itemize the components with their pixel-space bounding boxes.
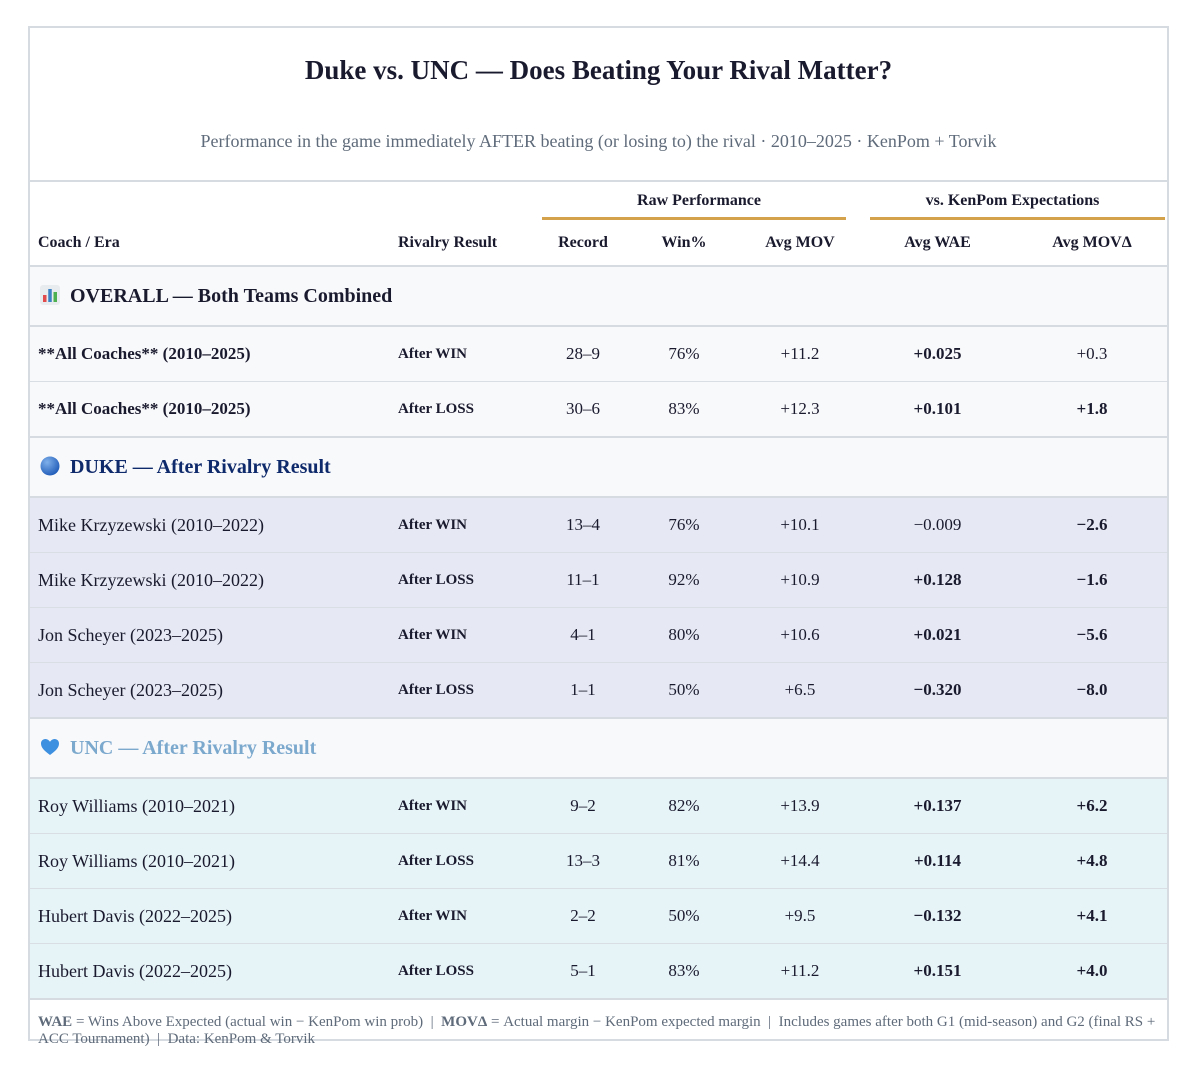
col-header-avg-mov: Avg MOV (742, 220, 858, 266)
col-header-avg-movd: Avg MOVΔ (1017, 220, 1167, 266)
table-row (30, 497, 1167, 553)
cell-avg-movd: +4.0 (1017, 944, 1167, 1000)
table-row (30, 326, 1167, 382)
cell-avg-mov: +10.9 (742, 553, 858, 608)
cell-winpct: 92% (626, 553, 742, 608)
rivalry-table (30, 182, 1167, 1000)
cell-winpct: 80% (626, 608, 742, 663)
cell-coach: **All Coaches** (2010–2025) (30, 326, 390, 382)
cell-winpct: 83% (626, 382, 742, 438)
table-row (30, 778, 1167, 834)
cell-record: 1–1 (540, 663, 626, 719)
cell-record: 13–4 (540, 497, 626, 553)
table-row (30, 553, 1167, 608)
blue-heart-icon (40, 737, 70, 759)
cell-record: 30–6 (540, 382, 626, 438)
cell-avg-mov: +10.1 (742, 497, 858, 553)
cell-coach: Roy Williams (2010–2021) (30, 834, 390, 889)
cell-record: 11–1 (540, 553, 626, 608)
cell-result: After LOSS (390, 944, 540, 1000)
cell-winpct: 81% (626, 834, 742, 889)
cell-winpct: 50% (626, 889, 742, 944)
cell-avg-wae: +0.025 (858, 326, 1017, 382)
table-row (30, 382, 1167, 438)
cell-avg-wae: −0.009 (858, 497, 1017, 553)
footnote-wae-term: WAE (38, 1014, 73, 1030)
cell-result: After LOSS (390, 553, 540, 608)
cell-record: 5–1 (540, 944, 626, 1000)
cell-result: After WIN (390, 889, 540, 944)
table-body (30, 266, 1167, 999)
table-row (30, 834, 1167, 889)
cell-avg-wae: +0.128 (858, 553, 1017, 608)
footnote-movd-term: MOVΔ (441, 1014, 488, 1030)
col-header-result: Rivalry Result (390, 220, 540, 266)
cell-record: 13–3 (540, 834, 626, 889)
cell-result: After LOSS (390, 382, 540, 438)
table-row (30, 944, 1167, 1000)
page-subtitle: Performance in the game immediately AFTER beating (or losing to) the rival · 2010–2025 · KenPom + Torvik (200, 131, 997, 151)
footnote-wae-def: = Wins Above Expected (actual win − KenPom win prob) | (72, 1014, 442, 1030)
col-header-avg-wae: Avg WAE (858, 220, 1017, 266)
cell-coach: Roy Williams (2010–2021) (30, 778, 390, 834)
cell-avg-wae: +0.101 (858, 382, 1017, 438)
cell-avg-movd: +4.1 (1017, 889, 1167, 944)
cell-avg-mov: +9.5 (742, 889, 858, 944)
cell-avg-mov: +6.5 (742, 663, 858, 719)
cell-avg-mov: +12.3 (742, 382, 858, 438)
section-label-unc: UNC — After Rivalry Result (70, 736, 317, 759)
section-header-overall (30, 266, 1167, 326)
cell-winpct: 76% (626, 497, 742, 553)
cell-avg-movd: +4.8 (1017, 834, 1167, 889)
column-header-row (30, 220, 1167, 266)
group-header-kenpom (858, 182, 1167, 220)
group-header-raw (540, 182, 858, 220)
cell-result: After LOSS (390, 663, 540, 719)
cell-avg-mov: +11.2 (742, 944, 858, 1000)
cell-coach: Mike Krzyzewski (2010–2022) (30, 553, 390, 608)
cell-avg-mov: +10.6 (742, 608, 858, 663)
col-header-winpct: Win% (626, 220, 742, 266)
cell-avg-mov: +11.2 (742, 326, 858, 382)
col-header-coach: Coach / Era (30, 220, 390, 266)
cell-coach: Hubert Davis (2022–2025) (30, 889, 390, 944)
cell-record: 4–1 (540, 608, 626, 663)
section-label-overall: OVERALL — Both Teams Combined (70, 284, 393, 307)
group-underline-raw (542, 217, 846, 220)
cell-winpct: 82% (626, 778, 742, 834)
cell-winpct: 83% (626, 944, 742, 1000)
cell-avg-wae: −0.320 (858, 663, 1017, 719)
cell-result: After LOSS (390, 834, 540, 889)
group-header-row (30, 182, 1167, 220)
cell-winpct: 76% (626, 326, 742, 382)
cell-coach: Jon Scheyer (2023–2025) (30, 608, 390, 663)
table-row (30, 663, 1167, 719)
cell-record: 9–2 (540, 778, 626, 834)
report-card (28, 26, 1169, 1047)
cell-record: 2–2 (540, 889, 626, 944)
cell-result: After WIN (390, 608, 540, 663)
cell-avg-movd: −2.6 (1017, 497, 1167, 553)
cell-result: After WIN (390, 326, 540, 382)
cell-coach: Jon Scheyer (2023–2025) (30, 663, 390, 719)
cell-avg-movd: −1.6 (1017, 553, 1167, 608)
group-header-kenpom-label: vs. KenPom Expectations (925, 192, 1100, 209)
table-row (30, 608, 1167, 663)
section-header-duke (30, 437, 1167, 497)
col-header-record: Record (540, 220, 626, 266)
cell-avg-mov: +13.9 (742, 778, 858, 834)
cell-avg-movd: −5.6 (1017, 608, 1167, 663)
cell-avg-movd: −8.0 (1017, 663, 1167, 719)
bar-chart-icon (40, 285, 70, 307)
cell-result: After WIN (390, 497, 540, 553)
cell-avg-movd: +1.8 (1017, 382, 1167, 438)
cell-avg-wae: +0.137 (858, 778, 1017, 834)
cell-coach: **All Coaches** (2010–2025) (30, 382, 390, 438)
cell-avg-wae: −0.132 (858, 889, 1017, 944)
cell-avg-wae: +0.151 (858, 944, 1017, 1000)
cell-coach: Hubert Davis (2022–2025) (30, 944, 390, 1000)
section-header-unc (30, 718, 1167, 778)
cell-winpct: 50% (626, 663, 742, 719)
cell-avg-mov: +14.4 (742, 834, 858, 889)
cell-avg-movd: +0.3 (1017, 326, 1167, 382)
group-underline-kenpom (870, 217, 1165, 220)
footnote (30, 1000, 1167, 1048)
cell-avg-wae: +0.114 (858, 834, 1017, 889)
blue-circle-icon (40, 456, 70, 478)
cell-record: 28–9 (540, 326, 626, 382)
footnote-movd-def: = Actual margin − KenPom expected margin | Includes games after both G1 (mid-season) and G2 (final RS + ACC Tournament) | Data: KenPom & Torvik (38, 1014, 1159, 1047)
cell-coach: Mike Krzyzewski (2010–2022) (30, 497, 390, 553)
cell-result: After WIN (390, 778, 540, 834)
section-label-duke: DUKE — After Rivalry Result (70, 455, 331, 478)
cell-avg-wae: +0.021 (858, 608, 1017, 663)
page-title: Duke vs. UNC — Does Beating Your Rival Matter? (304, 55, 893, 85)
report-header (30, 28, 1167, 182)
cell-avg-movd: +6.2 (1017, 778, 1167, 834)
group-header-raw-label: Raw Performance (637, 192, 761, 209)
table-row (30, 889, 1167, 944)
